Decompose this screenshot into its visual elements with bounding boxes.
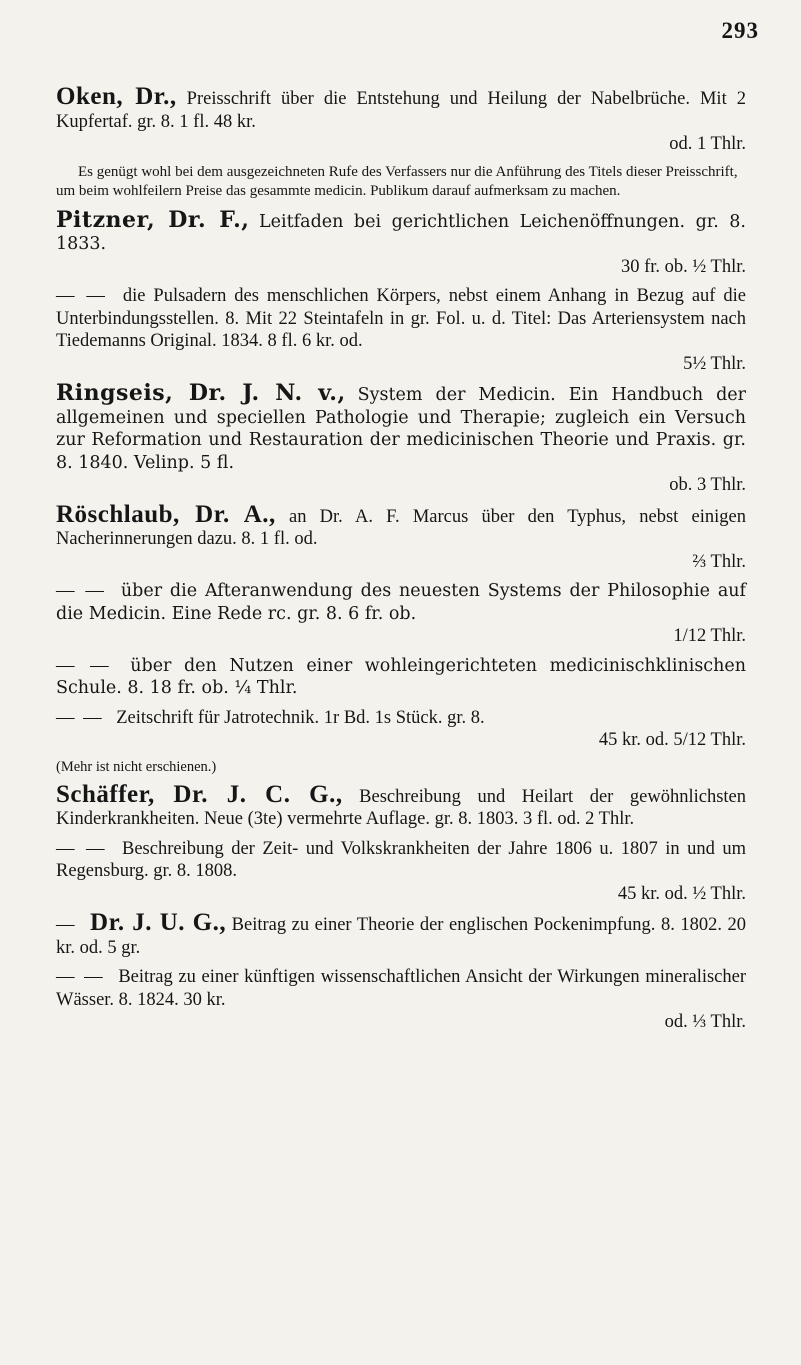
entry-text: Leitfaden bei gerichtlichen Leichenöffnungen. gr. 8. 1833. <box>56 211 746 254</box>
entry-text: Beschreibung und Heilart der gewöhnlichsten Kinderkrankheiten. Neue (3te) vermehrte Auflage. gr. 8. 1803. 3 fl. od. 2 Thlr. <box>56 786 746 829</box>
entry-price: 5½ Thlr. <box>683 353 746 374</box>
entry-pitzner-2 <box>56 285 746 375</box>
entry-text: Beitrag zu einer künftigen wissenschaftlichen Ansicht der Wirkungen mineralischer Wässer. 8. 1824. 30 kr. <box>56 967 747 1010</box>
entry-author: Dr. J. U. G., <box>90 909 227 936</box>
entry-oken <box>56 83 746 156</box>
entry-roeschlaub-4 <box>56 707 746 752</box>
entry-pitzner <box>56 206 746 279</box>
entry-schaeffer-3 <box>56 909 746 959</box>
entry-text: über die Afteranwendung des neuesten Systems der Philosophie auf die Medicin. Eine Rede rc. gr. 8. 6 fr. ob. <box>56 581 747 624</box>
entry-text: System der Medicin. Ein Handbuch der allgemeinen und speciellen Pathologie und Therapie; zugleich ein Versuch zur Reformation und Restauration der medicinischen Theorie und Praxis. gr. 8. 1840. Velinp. 5 fl. <box>56 385 747 473</box>
entry-price: 45 kr. od. 5/12 Thlr. <box>598 730 746 750</box>
entry-author: Oken, Dr., <box>56 83 177 110</box>
entry-price: 45 kr. od. ½ Thlr. <box>617 883 746 904</box>
entry-dash: — — <box>56 581 106 601</box>
entry-dash: — — <box>56 707 104 728</box>
entry-author: Schäffer, Dr. J. C. G., <box>56 780 343 808</box>
entry-dash: — — <box>56 838 107 859</box>
entry-dash: — — <box>56 286 107 306</box>
entry-text: Zeitschrift für Jatrotechnik. 1r Bd. 1s Stück. gr. 8. <box>116 707 485 728</box>
entry-author: Ringseis, Dr. J. N. v., <box>56 380 346 406</box>
entry-text: die Pulsadern des menschlichen Körpers, nebst einem Anhang in Bezug auf die Unterbindungsstellen. 8. Mit 22 Steintafeln in gr. Fol. u. d. Titel: Das Arteriensystem nach Tiedemanns Original. 1834. 8 fl. 6 kr. od. <box>56 286 746 351</box>
entry-price: 1/12 Thlr. <box>673 626 746 646</box>
entry-price: od. ⅓ Thlr. <box>664 1012 746 1032</box>
entry-author: Pitzner, Dr. F., <box>56 206 250 233</box>
entry-price: ⅔ Thlr. <box>692 551 746 572</box>
entry-dash: — <box>56 915 77 935</box>
entry-text: Beschreibung der Zeit- und Volkskrankheiten der Jahre 1806 u. 1807 in und um Regensburg. gr. 8. 1808. <box>56 838 747 881</box>
entry-note: Es genügt wohl bei dem ausgezeichneten Rufe des Verfassers nur die Anführung des Titels dieser Preisschrift, um beim wohlfeilern Preise das gesammte medicin. Publikum darauf aufmerksam zu machen. <box>56 163 738 199</box>
entry-text: Preisschrift über die Entstehung und Heilung der Nabelbrüche. Mit 2 Kupfertaf. gr. 8. 1 fl. 48 kr. <box>56 89 746 132</box>
entry-schaeffer <box>56 780 746 831</box>
entry-dash: — — <box>56 967 105 987</box>
entry-roeschlaub <box>56 500 746 574</box>
entry-text: Beitrag zu einer Theorie der englischen Pockenimpfung. 8. 1802. 20 kr. od. 5 gr. <box>56 915 746 958</box>
entry-ringseis <box>56 382 746 497</box>
entry-note: (Mehr ist nicht erschienen.) <box>56 758 217 775</box>
entry-dash: — — <box>56 655 111 676</box>
entry-schaeffer-4 <box>56 966 746 1034</box>
entry-schaeffer-2 <box>56 838 746 906</box>
entry-author: Röschlaub, Dr. A., <box>56 500 276 528</box>
entry-price: od. 1 Thlr. <box>669 134 746 154</box>
entry-text: an Dr. A. F. Marcus über den Typhus, nebst einigen Nacherinnerungen dazu. 8. 1 fl. od. <box>56 506 746 549</box>
entry-price: 30 fr. ob. ½ Thlr. <box>620 256 746 277</box>
entry-roeschlaub-2 <box>56 580 746 648</box>
catalog-listing <box>56 83 747 1041</box>
entry-roeschlaub-3 <box>56 655 746 700</box>
page-number: 293 <box>721 18 759 43</box>
entry-price: ob. 3 Thlr. <box>669 475 746 495</box>
entry-text: über den Nutzen einer wohleingerichteten medicinischklinischen Schule. 8. 18 fr. ob. ¼ Thlr. <box>56 655 747 698</box>
